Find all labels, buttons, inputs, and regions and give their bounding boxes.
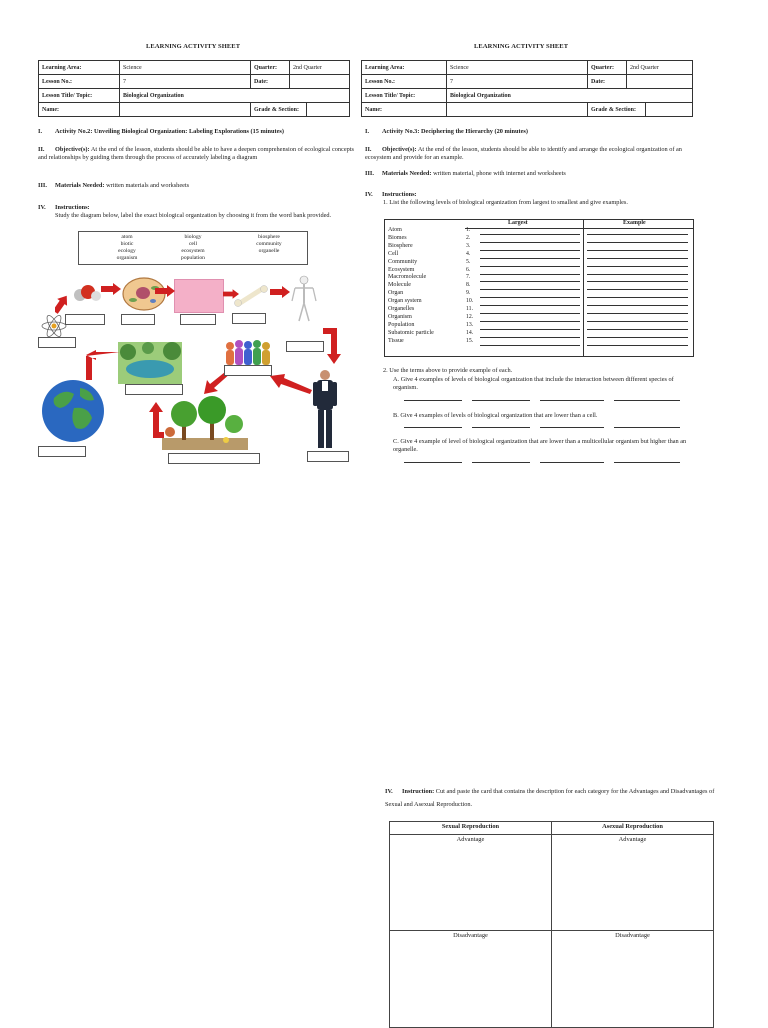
largest-answer-line[interactable] <box>480 329 580 330</box>
quarter-label: Quarter: <box>588 61 627 75</box>
objective-text: At the end of the lesson, students should be able to identify and arrange the ecological organization of an ecosystem and provide for an example. <box>365 146 682 161</box>
row-number: 15. <box>466 337 474 344</box>
row-number: 1. <box>466 227 471 233</box>
label-box-organ[interactable] <box>232 313 266 324</box>
lesson-title-value: Biological Organization <box>120 89 350 103</box>
materials-label: Materials Needed: <box>55 182 105 189</box>
label-box-atom[interactable] <box>38 337 76 348</box>
right-section-2 <box>365 146 695 161</box>
date-field[interactable] <box>627 75 693 89</box>
question-c: C. Give 4 example of level of biological organization that are lower than a multicellular organism but higher than an organelle. <box>393 438 687 453</box>
row-number: 14. <box>466 329 474 336</box>
row-number: 2. <box>466 234 471 241</box>
col-header-example: Example <box>623 220 646 226</box>
example-answer-line[interactable] <box>587 337 688 338</box>
word-bank-item: organism <box>116 255 138 261</box>
arrow-icon <box>155 285 175 297</box>
instruction-text: Cut and paste the card that contains the description for each category for the Advantages and Disadvantages of Sexual and Asexual Reproduction. <box>385 788 715 808</box>
activity-title: Activity No.2: Unveiling Biological Organization: Labeling Explorations (15 minutes) <box>55 128 284 135</box>
largest-answer-line[interactable] <box>480 274 580 275</box>
atom-picture <box>41 314 67 338</box>
objective-label: Objective(s): <box>55 146 90 153</box>
word-bank-item: atom <box>121 234 133 240</box>
arrow-icon <box>101 283 121 295</box>
word-bank-item: biology <box>184 234 202 240</box>
section-number: IV. <box>38 204 46 211</box>
arrow-icon <box>55 292 71 316</box>
largest-answer-line[interactable] <box>480 297 580 298</box>
largest-answer-line[interactable] <box>480 281 580 282</box>
section-number: IV. <box>365 191 373 198</box>
example-answer-line[interactable] <box>587 305 688 306</box>
answer-line[interactable] <box>404 462 462 463</box>
materials-label: Materials Needed: <box>382 170 432 177</box>
section-number: I. <box>365 128 370 135</box>
level-term: Molecule <box>388 282 412 289</box>
sexual-advantage-cell[interactable] <box>390 835 552 931</box>
level-term: Tissue <box>388 337 404 344</box>
tissue-picture <box>174 279 224 313</box>
left-section-2 <box>38 146 354 161</box>
example-answer-line[interactable] <box>587 321 688 322</box>
label-box-organism[interactable] <box>307 451 349 462</box>
lesson-title-label: Lesson Title/ Topic: <box>39 89 120 103</box>
word-bank-item: biotic <box>120 241 134 247</box>
lesson-title-label: Lesson Title/ Topic: <box>362 89 447 103</box>
example-answer-line[interactable] <box>587 281 688 282</box>
arrow-icon <box>270 372 312 394</box>
word-bank-item: organelle <box>258 248 280 254</box>
instructions-label: Instructions: <box>382 191 417 198</box>
largest-answer-line[interactable] <box>480 313 580 314</box>
level-term: Organ <box>388 290 404 297</box>
example-answer-line[interactable] <box>587 274 688 275</box>
level-term: Subatomic particle <box>388 329 434 336</box>
date-field[interactable] <box>290 75 350 89</box>
learning-area-label: Learning Area: <box>362 61 447 75</box>
lesson-no-label: Lesson No.: <box>39 75 120 89</box>
learning-area-label: Learning Area: <box>39 61 120 75</box>
left-section-4 <box>38 204 354 212</box>
section-number: I. <box>38 128 43 135</box>
answer-line[interactable] <box>404 427 462 428</box>
section-number: III. <box>365 170 374 177</box>
level-term: Atom <box>388 227 402 233</box>
largest-answer-line[interactable] <box>480 305 580 306</box>
answer-line[interactable] <box>472 400 530 401</box>
largest-answer-line[interactable] <box>480 345 580 346</box>
largest-answer-line[interactable] <box>480 250 580 251</box>
level-term: Population <box>388 321 415 328</box>
row-number: 3. <box>466 242 471 249</box>
arrow-icon <box>270 286 290 298</box>
arrow-icon <box>148 400 164 442</box>
right-section-4 <box>365 191 695 199</box>
right-sheet-title: LEARNING ACTIVITY SHEET <box>474 43 569 50</box>
level-term: Biosphere <box>388 242 413 249</box>
right-header-table <box>361 60 693 117</box>
question-a: A. Give 4 examples of levels of biological organization that include the interaction between different species of organism. <box>393 376 674 391</box>
level-term: Macromolecule <box>388 274 427 281</box>
step-2-text: 2. Use the terms above to provide example of each. <box>383 367 513 374</box>
answer-line[interactable] <box>614 427 680 428</box>
row-number: 11. <box>466 306 474 312</box>
answer-line[interactable] <box>404 400 462 401</box>
label-box-ecosystem[interactable] <box>125 384 183 395</box>
row-number: 13. <box>466 321 474 328</box>
largest-answer-line[interactable] <box>480 242 580 243</box>
disadvantage-label: Disadvantage <box>453 932 488 939</box>
materials-text: written materials and worksheets <box>106 182 190 189</box>
instructions-text: Study the diagram below, label the exact biological organization by choosing it from the word bank provided. <box>55 212 332 219</box>
answer-line[interactable] <box>614 462 680 463</box>
activity-title: Activity No.3: Deciphering the Hierarchy (20 minutes) <box>382 128 528 135</box>
population-people-picture <box>224 337 272 367</box>
largest-answer-line[interactable] <box>480 234 580 235</box>
largest-answer-line[interactable] <box>480 321 580 322</box>
example-answer-line[interactable] <box>587 250 688 251</box>
label-box-tissue[interactable] <box>180 314 216 325</box>
answer-line[interactable] <box>540 462 604 463</box>
instruction-label: Instruction: <box>402 788 435 795</box>
example-answer-line[interactable] <box>587 297 688 298</box>
row-number: 4. <box>466 250 471 257</box>
label-box-community[interactable] <box>168 453 260 464</box>
level-term: Organism <box>388 313 412 320</box>
level-term: Biomes <box>388 234 407 241</box>
grade-section-label: Grade & Section: <box>251 103 307 117</box>
objective-text: At the end of the lesson, students should be able to have a deepen comprehension of ecological concepts and relationships by guiding them through the process of accurately labeling a diagram <box>38 146 354 161</box>
grade-section-label: Grade & Section: <box>588 103 646 117</box>
materials-text: written material, phone with internet and worksheets <box>433 170 566 177</box>
section-number: III. <box>38 182 47 189</box>
largest-answer-line[interactable] <box>480 266 580 267</box>
level-term: Ecosystem <box>388 266 415 273</box>
left-header-table <box>38 60 350 117</box>
asexual-disadvantage-cell[interactable] <box>552 931 714 1028</box>
word-bank <box>78 231 308 265</box>
label-box-population[interactable] <box>224 365 272 376</box>
level-term: Organ system <box>388 298 422 305</box>
quarter-value: 2nd Quarter <box>290 61 350 75</box>
earth-biosphere-picture <box>40 378 106 444</box>
largest-answer-line[interactable] <box>480 337 580 338</box>
lesson-no-label: Lesson No.: <box>362 75 447 89</box>
example-answer-line[interactable] <box>587 242 688 243</box>
section-number: II. <box>38 146 45 153</box>
word-bank-item: cell <box>188 241 198 247</box>
left-sheet-title: LEARNING ACTIVITY SHEET <box>146 43 241 50</box>
row-number: 8. <box>466 282 471 289</box>
level-term: Community <box>388 258 418 265</box>
reproduction-table <box>389 821 714 1028</box>
row-number: 12. <box>466 313 474 320</box>
arrow-icon <box>84 350 120 380</box>
advantage-label: Advantage <box>456 836 485 843</box>
grade-section-field[interactable] <box>646 103 693 117</box>
col-header-largest: Largest <box>508 220 528 226</box>
quarter-label: Quarter: <box>251 61 290 75</box>
section-number: IV. <box>385 788 393 795</box>
ecosystem-pond-picture <box>118 342 182 384</box>
asexual-reproduction-header: Asexual Reproduction <box>552 822 714 835</box>
answer-line[interactable] <box>472 427 530 428</box>
answer-line[interactable] <box>614 400 680 401</box>
lesson-title-value: Biological Organization <box>447 89 693 103</box>
row-number: 10. <box>466 298 474 305</box>
name-label: Name: <box>362 103 447 117</box>
example-answer-line[interactable] <box>587 313 688 314</box>
row-number: 6. <box>466 266 471 273</box>
organism-person-picture <box>310 368 340 450</box>
right-section-1 <box>365 128 695 136</box>
example-answer-line[interactable] <box>587 258 688 259</box>
example-answer-line[interactable] <box>587 345 688 346</box>
sexual-reproduction-header: Sexual Reproduction <box>390 822 552 835</box>
word-bank-item: ecosystem <box>181 248 205 254</box>
lesson-no-value: 7 <box>447 75 588 89</box>
instructions-label: Instructions: <box>55 204 90 211</box>
level-term: Organelles <box>388 306 415 312</box>
row-number: 7. <box>466 274 471 281</box>
skeleton-picture <box>289 275 319 323</box>
disadvantage-label: Disadvantage <box>615 932 650 939</box>
row-number: 9. <box>466 290 471 297</box>
example-answer-line[interactable] <box>587 329 688 330</box>
example-answer-line[interactable] <box>587 289 688 290</box>
word-bank-item: population <box>181 255 205 261</box>
question-b: B. Give 4 examples of levels of biological organization that are lower than a cell. <box>393 412 598 419</box>
label-box-biosphere[interactable] <box>38 446 86 457</box>
name-label: Name: <box>39 103 120 117</box>
section-number: II. <box>365 146 372 153</box>
date-label: Date: <box>588 75 627 89</box>
left-section-1 <box>38 128 358 136</box>
largest-answer-line[interactable] <box>480 258 580 259</box>
lesson-no-value: 7 <box>120 75 251 89</box>
community-forest-picture <box>162 394 248 450</box>
largest-answer-line[interactable] <box>480 289 580 290</box>
word-bank-item: biosphere <box>258 234 280 240</box>
advantage-label: Advantage <box>618 836 647 843</box>
asexual-advantage-cell[interactable] <box>552 835 714 931</box>
learning-area-value: Science <box>447 61 588 75</box>
objective-label: Objective(s): <box>382 146 417 153</box>
label-box-molecule[interactable] <box>65 314 105 325</box>
arrow-icon <box>323 326 345 366</box>
bottom-instruction <box>385 785 725 811</box>
answer-line[interactable] <box>540 400 604 401</box>
sexual-disadvantage-cell[interactable] <box>390 931 552 1028</box>
label-box-cell[interactable] <box>121 314 155 325</box>
answer-line[interactable] <box>540 427 604 428</box>
example-answer-line[interactable] <box>587 266 688 267</box>
right-section-3 <box>365 170 695 178</box>
level-term: Cell <box>388 250 399 257</box>
arrow-icon <box>223 288 239 300</box>
row-number: 5. <box>466 258 471 265</box>
learning-area-value: Science <box>120 61 251 75</box>
molecule-picture <box>70 283 102 305</box>
example-answer-line[interactable] <box>587 234 688 235</box>
date-label: Date: <box>251 75 290 89</box>
label-box-organ-system[interactable] <box>286 341 324 352</box>
name-field[interactable] <box>447 103 588 117</box>
quarter-value: 2nd Quarter <box>627 61 693 75</box>
word-bank-item: ecology <box>118 248 136 254</box>
step-1-text: 1. List the following levels of biological organization from largest to smallest and give examples. <box>383 199 628 206</box>
left-section-3 <box>38 182 354 190</box>
word-bank-item: community <box>256 241 282 247</box>
grade-section-field[interactable] <box>307 103 350 117</box>
name-field[interactable] <box>120 103 251 117</box>
answer-line[interactable] <box>472 462 530 463</box>
